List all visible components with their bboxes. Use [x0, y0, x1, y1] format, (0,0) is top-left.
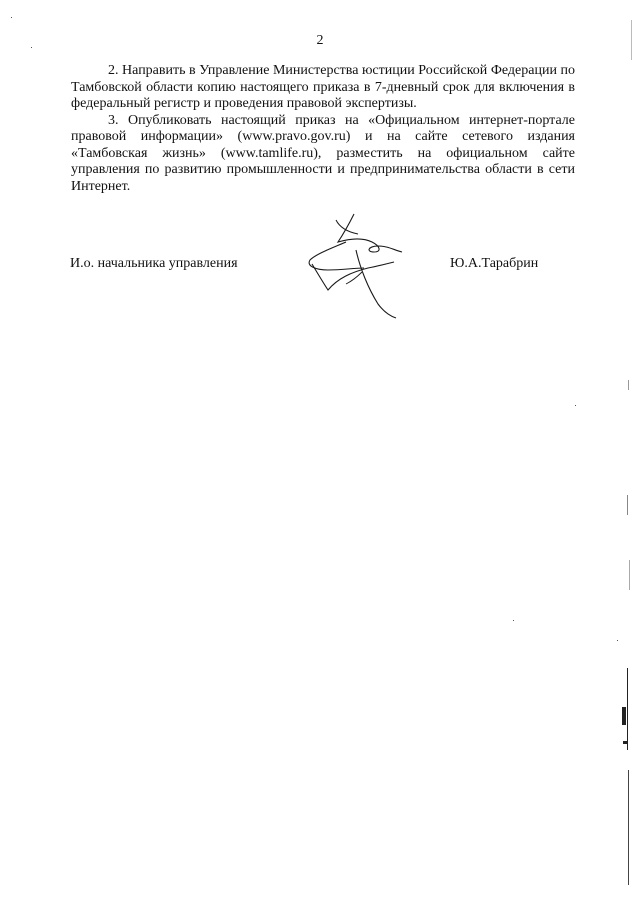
scan-dot [31, 47, 32, 48]
scan-dot [513, 620, 514, 621]
scan-artifact [631, 20, 632, 60]
scan-artifact [629, 560, 630, 590]
scan-dot [617, 640, 618, 641]
signatory-name: Ю.А.Тарабрин [450, 256, 539, 271]
scan-artifact [627, 495, 628, 515]
page-number: 2 [316, 33, 324, 48]
document-body [71, 63, 575, 195]
scan-artifact [628, 380, 629, 390]
scan-artifact [627, 668, 628, 750]
scan-dot [11, 17, 12, 18]
signatory-position: И.о. начальника управления [70, 256, 238, 271]
scan-artifact [628, 770, 629, 885]
handwritten-signature [302, 212, 412, 320]
scan-artifact [622, 707, 626, 725]
paragraph-2: 2. Направить в Управление Министерства юстиции Российской Федерации по Тамбовской области копию настоящего приказа в 7-дневный срок для включения в федеральный регистр и проведения правовой экспертизы. [71, 63, 575, 111]
paragraph-3: 3. Опубликовать настоящий приказ на «Официальном интернет-портале правовой информации» (www.pravo.gov.ru) и на сайте сетевого издания «Тамбовская жизнь» (www.tamlife.ru), разместить на официальном сайте управления по развитию промышленности и предпринимательства области в сети Интернет. [71, 112, 575, 194]
scan-dot [575, 405, 576, 406]
scan-artifact [623, 741, 627, 744]
